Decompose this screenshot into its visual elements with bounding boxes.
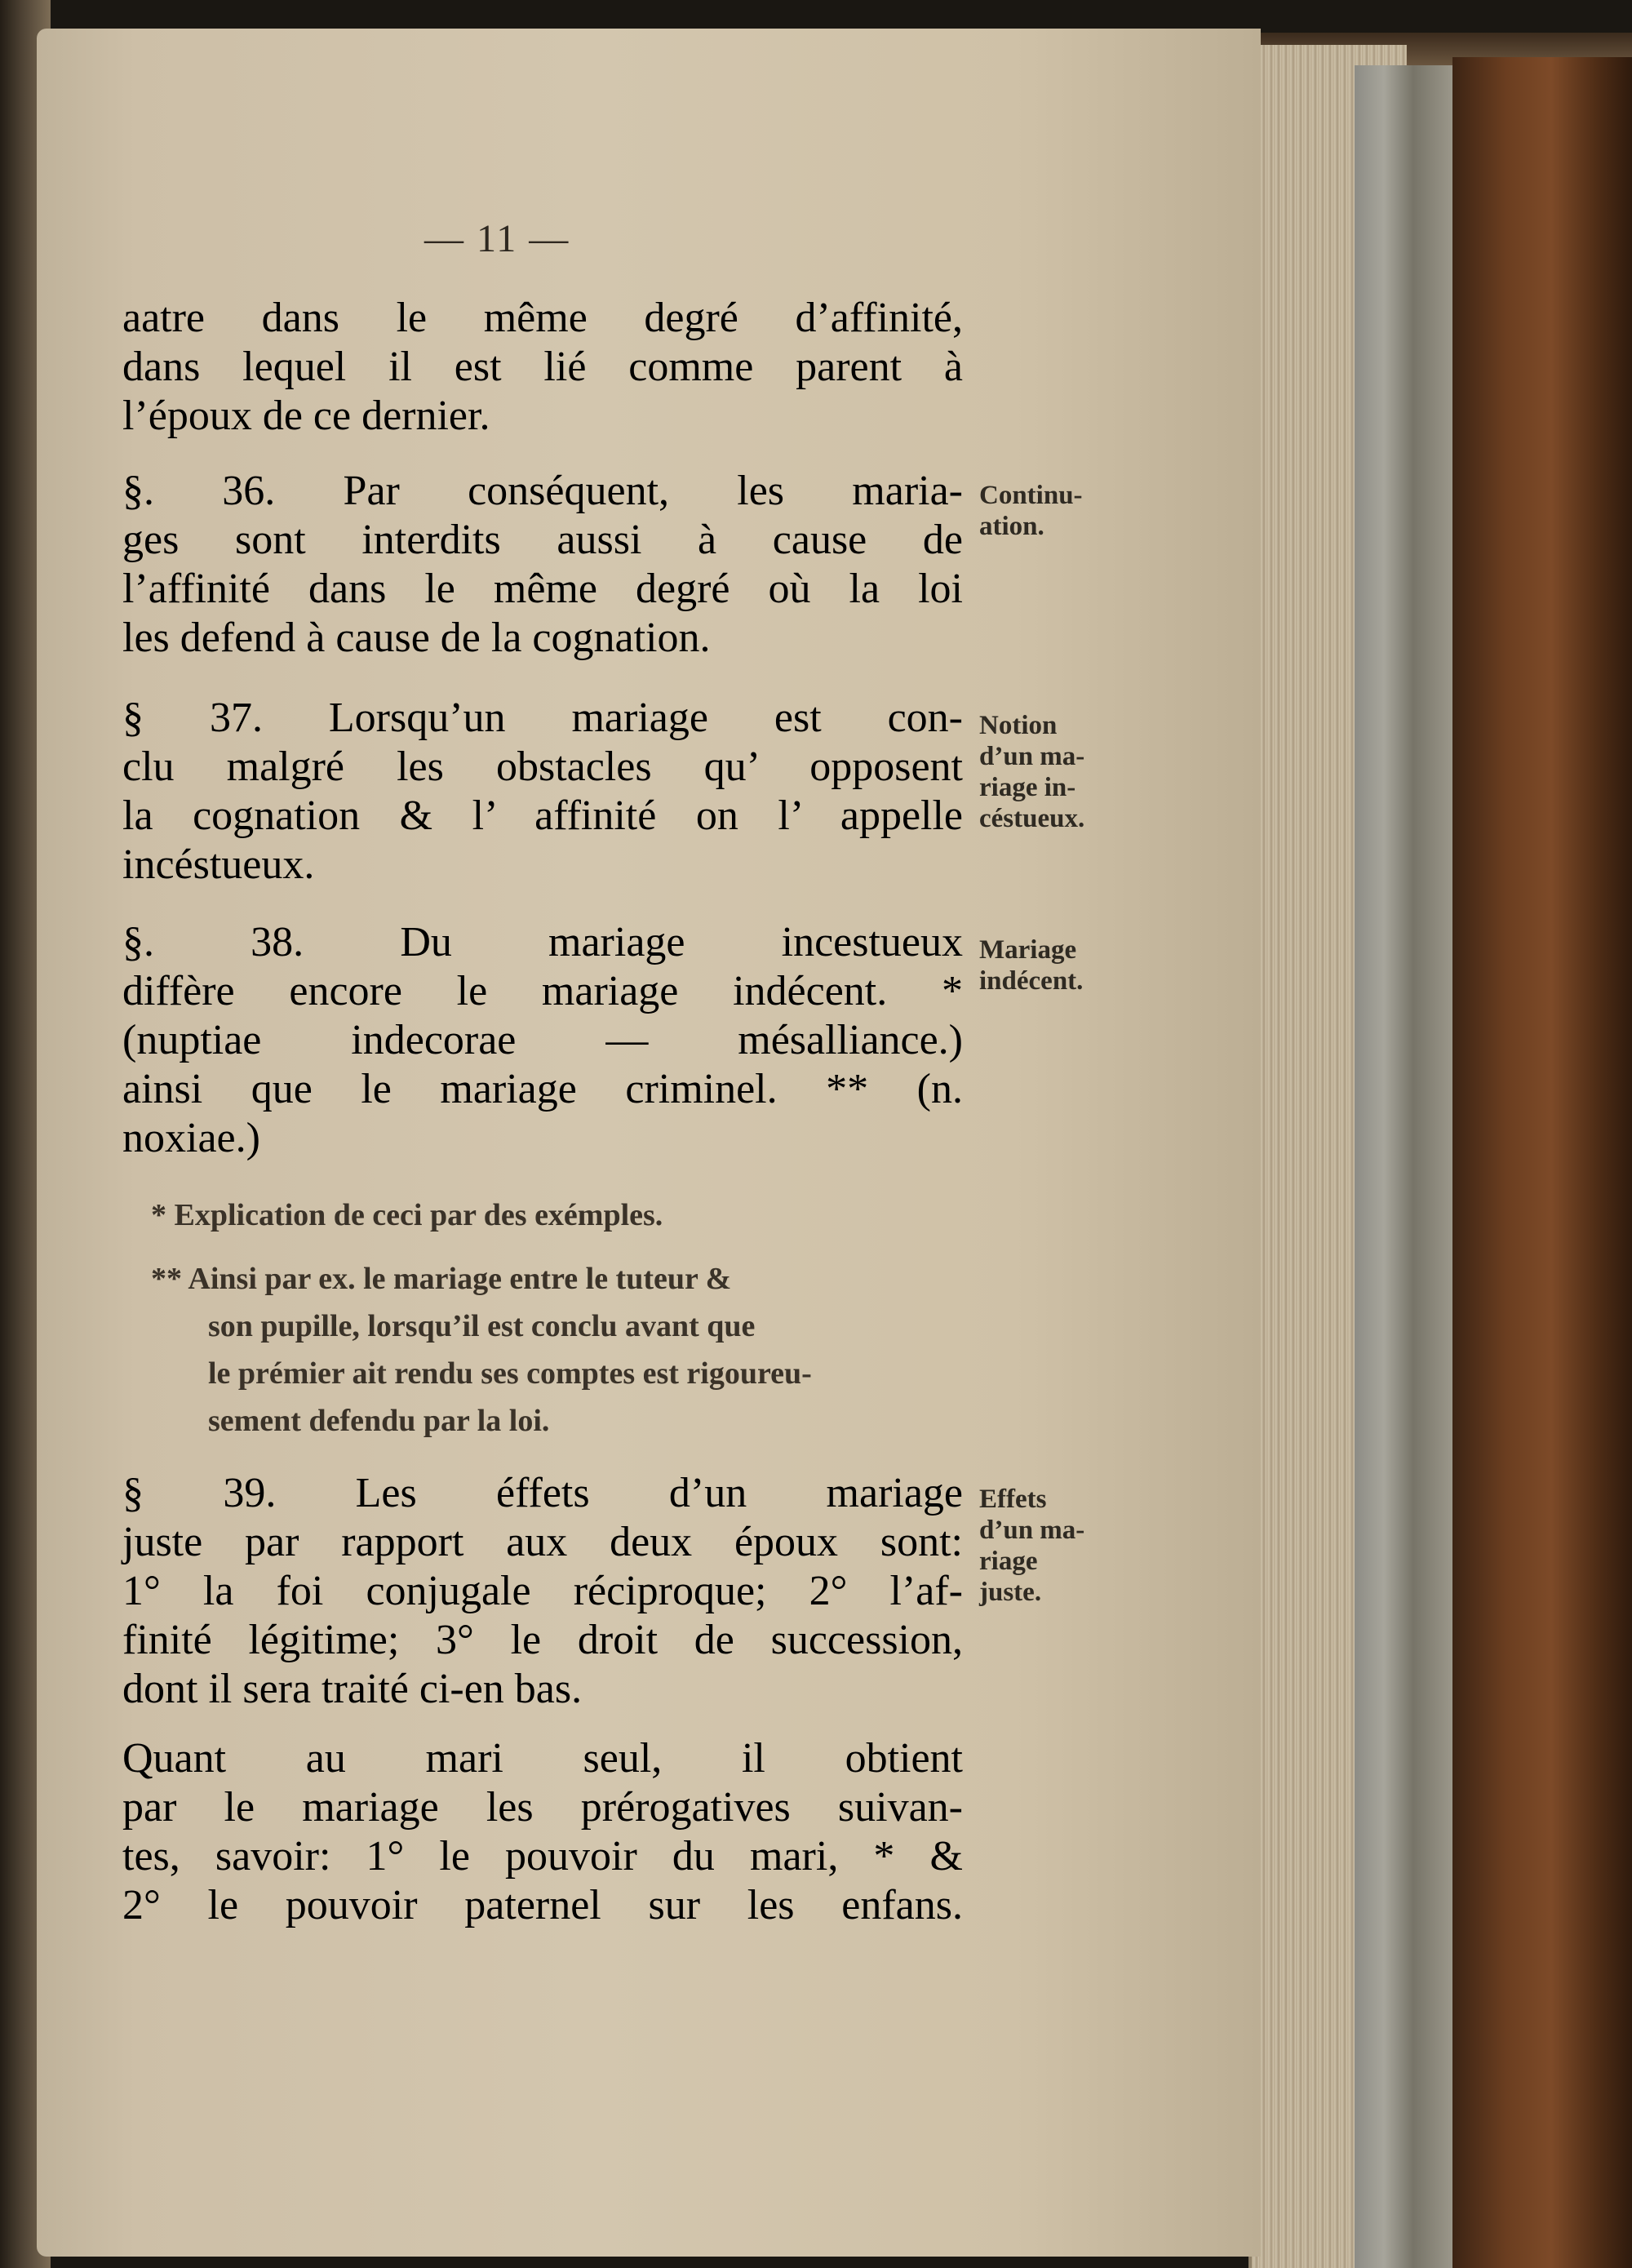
- text-line: ges sont interdits aussi à cause de: [122, 517, 963, 563]
- footnote-line: son pupille, lorsqu’il est conclu avant que: [208, 1309, 756, 1343]
- footnote-1: [151, 1192, 967, 1239]
- text-line: dans lequel il est lié comme parent à: [122, 344, 963, 390]
- text-line: Quant au mari seul, il obtient: [122, 1735, 963, 1782]
- footnote-2: [151, 1255, 967, 1445]
- text-line: incéstueux.: [122, 841, 315, 888]
- text-line: aatre dans le même degré d’affinité,: [122, 295, 963, 341]
- text-line: la cognation & l’ affinité on l’ appelle: [122, 792, 963, 839]
- footnote-line: sement defendu par la loi.: [208, 1404, 550, 1438]
- text-line: par le mariage les prérogatives suivan-: [122, 1784, 963, 1831]
- text-line: §. 36. Par conséquent, les maria-: [122, 468, 963, 514]
- footnote-line: le prémier ait rendu ses comptes est rigoureu-: [208, 1356, 812, 1391]
- text-line: l’affinité dans le même degré où la loi: [122, 566, 963, 612]
- text-line: juste par rapport aux deux époux sont:: [122, 1519, 963, 1565]
- text-line: clu malgré les obstacles qu’ opposent: [122, 743, 963, 790]
- paragraph-38: [122, 918, 963, 1163]
- footnote-line: * Explication de ceci par des exémples.: [151, 1198, 663, 1232]
- margin-note: Notion d’un ma- riage in- céstueux.: [979, 711, 1085, 833]
- text-line: ainsi que le mariage criminel. ** (n.: [122, 1066, 963, 1112]
- text-line: finité légitime; 3° le droit de succession,: [122, 1617, 963, 1663]
- paragraph-continuation: [122, 294, 963, 441]
- page-block-shadow: [1355, 65, 1452, 2268]
- text-line: tes, savoir: 1° le pouvoir du mari, * &: [122, 1833, 963, 1880]
- margin-note: Effets d’un ma- riage juste.: [979, 1485, 1085, 1607]
- paragraph-37: [122, 694, 963, 890]
- margin-note: Mariage indécent.: [979, 935, 1084, 996]
- text-line: §. 38. Du mariage incestueux: [122, 919, 963, 965]
- text-line: (nuptiae indecorae — mésalliance.): [122, 1017, 963, 1063]
- paragraph-prerogatives: [122, 1734, 963, 1930]
- text-line: les defend à cause de la cognation.: [122, 615, 711, 661]
- paragraph-36: [122, 467, 963, 663]
- margin-note: Continu- ation.: [979, 481, 1083, 541]
- text-line: 2° le pouvoir paternel sur les enfans.: [122, 1882, 963, 1928]
- paragraph-39: [122, 1469, 963, 1714]
- text-line: diffère encore le mariage indécent. *: [122, 968, 963, 1014]
- text-line: § 37. Lorsqu’un mariage est con-: [122, 695, 963, 741]
- footnote-line: ** Ainsi par ex. le mariage entre le tuteur &: [151, 1262, 732, 1296]
- text-line: 1° la foi conjugale réciproque; 2° l’af-: [122, 1568, 963, 1614]
- text-line: noxiae.): [122, 1115, 260, 1161]
- text-line: § 39. Les éffets d’un mariage: [122, 1470, 963, 1516]
- text-line: dont il sera traité ci-en bas.: [122, 1666, 583, 1712]
- leather-cover: [1452, 57, 1632, 2268]
- page-number: — 11 —: [424, 217, 570, 260]
- text-line: l’époux de ce dernier.: [122, 393, 490, 439]
